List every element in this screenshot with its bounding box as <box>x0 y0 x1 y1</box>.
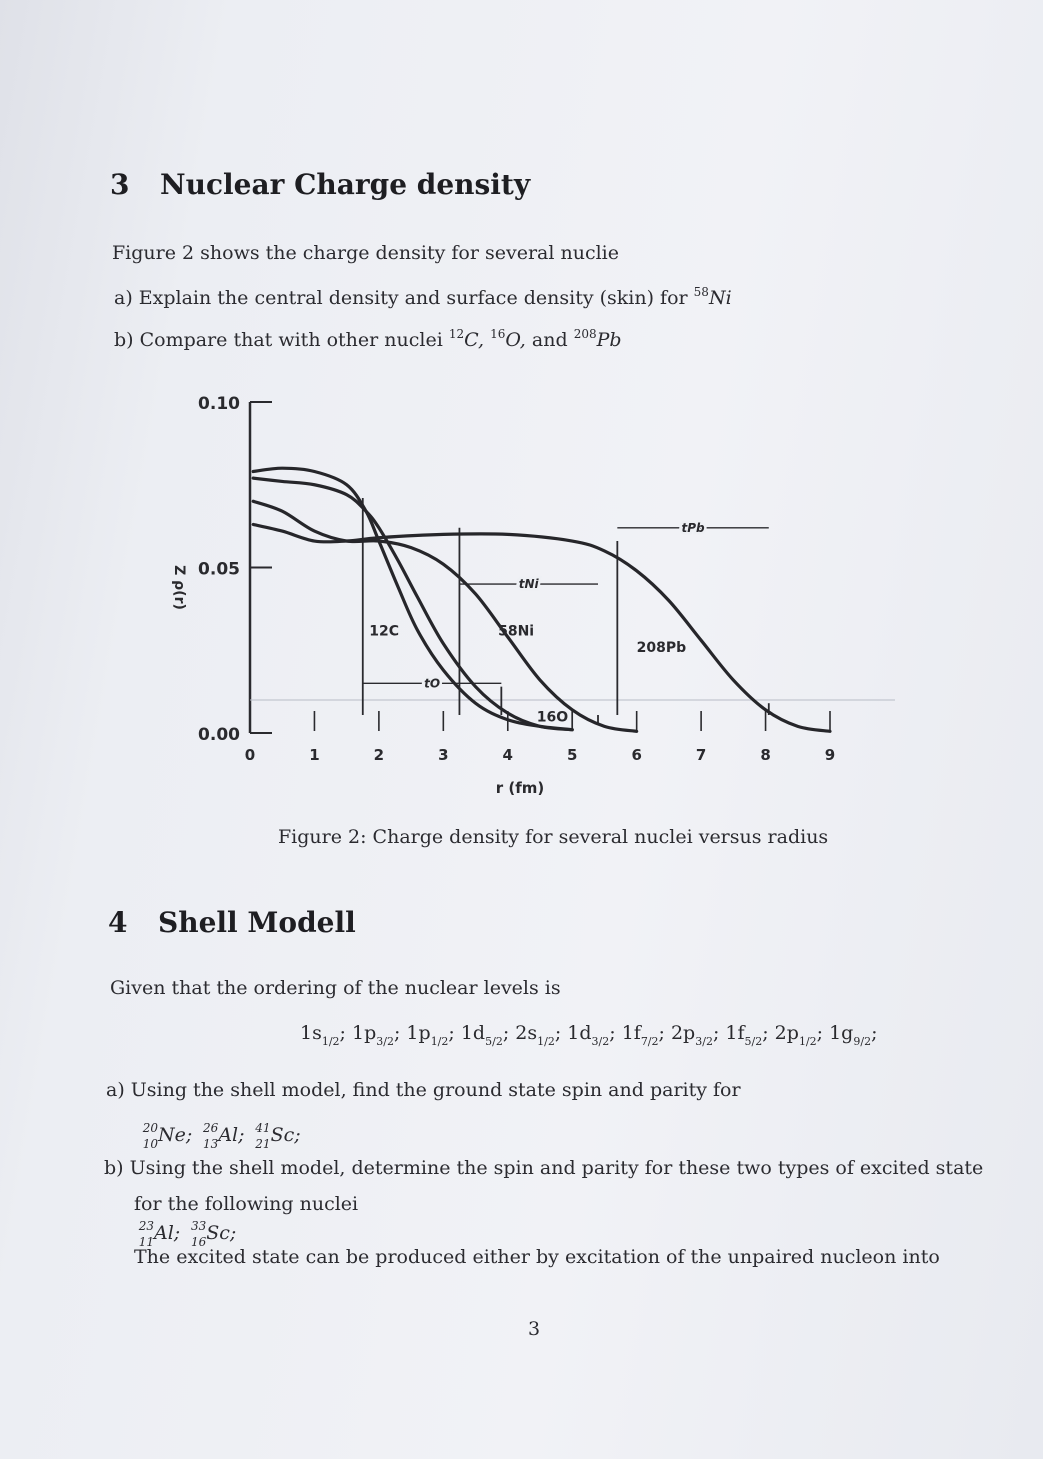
x-tick-label: 3 <box>438 746 449 764</box>
x-tick-label: 5 <box>567 746 578 764</box>
nuclear-level: 1g9/2; <box>829 1022 878 1048</box>
y-tick-label: 0.00 <box>198 725 240 745</box>
element-symbol: Al; <box>218 1124 251 1146</box>
nuclear-level: 1s1/2; <box>300 1022 352 1048</box>
element-symbol: Al; <box>154 1222 187 1244</box>
question-4a-nuclei <box>138 1121 301 1151</box>
mass-number: 12 <box>448 327 465 341</box>
y-tick-label: 0.10 <box>198 394 240 414</box>
x-tick-label: 1 <box>309 746 320 764</box>
skin-ni-label: tNi <box>518 577 539 592</box>
level-j: 1/2 <box>798 1035 817 1048</box>
mass-number: 33 <box>190 1219 207 1233</box>
x-axis-label: r (fm) <box>495 779 545 797</box>
chart-axes <box>250 402 895 733</box>
nuclear-level: 1d5/2; <box>460 1022 516 1048</box>
level-name: 1f <box>725 1022 745 1044</box>
x-tick-label: 0 <box>244 746 256 764</box>
chart-curves <box>253 468 830 731</box>
question-4b-line1: b) Using the shell model, determine the spin and parity for these two types of excited state <box>104 1157 984 1179</box>
level-j: 3/2 <box>376 1035 394 1048</box>
page-number: 3 <box>528 1318 541 1340</box>
x-tick-label: 9 <box>824 746 836 764</box>
level-j: 3/2 <box>695 1035 713 1048</box>
mass-number: 41 <box>255 1121 271 1135</box>
isotope <box>198 1121 251 1151</box>
x-tick-label: 2 <box>373 746 385 764</box>
mass-number: 58 <box>693 285 709 299</box>
question-3b-text: b) Compare that with other nuclei <box>114 329 443 351</box>
isotope <box>138 1121 199 1151</box>
nuclear-level: 2s1/2; <box>515 1022 568 1048</box>
figure-caption: Figure 2: Charge density for several nuclei versus radius <box>278 826 829 848</box>
skin-o-label: tO <box>424 676 441 691</box>
level-j: 1/2 <box>321 1035 340 1048</box>
x-tick-label: 6 <box>631 746 642 764</box>
question-4b-line3: The excited state can be produced either by excitation of the unpaired nucleon into <box>134 1246 940 1268</box>
atomic-number: 21 <box>255 1137 271 1151</box>
label-16o: 16O <box>536 709 569 726</box>
nuclear-level: 2p1/2; <box>774 1022 830 1048</box>
section-3-intro: Figure 2 shows the charge density for several nuclie <box>112 242 620 264</box>
level-j: 5/2 <box>744 1035 763 1048</box>
level-name: 2p <box>670 1022 696 1044</box>
level-j: 5/2 <box>485 1035 503 1048</box>
element-symbol: Sc; <box>206 1222 237 1244</box>
element-symbol: Pb <box>596 329 622 351</box>
level-name: 1g <box>829 1022 854 1044</box>
isotope <box>134 1219 187 1249</box>
nuclear-level: 1p1/2; <box>406 1022 461 1048</box>
atomic-number: 10 <box>142 1137 158 1151</box>
section-title: Nuclear Charge density <box>160 168 531 201</box>
level-j: 1/2 <box>537 1035 555 1048</box>
element-symbol: Ne; <box>158 1124 199 1146</box>
level-name: 2s <box>515 1022 538 1044</box>
nuclear-level: 1f5/2; <box>725 1022 775 1048</box>
atomic-number: 13 <box>203 1137 219 1151</box>
question-4a: a) Using the shell model, find the ground state spin and parity for <box>106 1079 741 1101</box>
section-number: 3 <box>110 168 130 201</box>
nuclear-level: 1d3/2; <box>567 1022 622 1048</box>
mass-number: 208 <box>573 327 597 341</box>
isotope <box>186 1219 237 1249</box>
mass-number: 23 <box>138 1219 154 1233</box>
chart-labels <box>171 394 835 797</box>
question-4b-nuclei <box>134 1219 237 1249</box>
level-j: 3/2 <box>591 1035 610 1048</box>
nuclear-level: 1f7/2; <box>621 1022 671 1048</box>
curve-16o <box>253 478 572 730</box>
level-name: 1p <box>406 1022 431 1044</box>
level-j: 9/2 <box>853 1035 872 1048</box>
mass-number: 16 <box>490 327 506 341</box>
y-axis-label: Z ρ(r) <box>171 565 187 610</box>
nuclear-levels-list <box>300 1022 877 1047</box>
y-tick-label: 0.05 <box>198 559 240 580</box>
section-4-heading <box>108 906 356 939</box>
element-symbol: Sc; <box>270 1124 301 1146</box>
label-58ni: 58Ni <box>498 623 535 640</box>
level-name: 1p <box>352 1022 377 1044</box>
level-name: 1f <box>621 1022 641 1044</box>
nuclear-level: 2p3/2; <box>670 1022 726 1048</box>
element-symbol: Ni <box>708 287 732 309</box>
element-symbol: C, <box>464 329 485 351</box>
x-tick-label: 4 <box>502 746 513 764</box>
atomic-number: 11 <box>138 1235 154 1249</box>
level-name: 1d <box>460 1022 486 1044</box>
element-symbol: O, <box>505 329 526 351</box>
question-4b-line2: for the following nuclei <box>134 1193 359 1215</box>
section-number: 4 <box>108 906 128 939</box>
label-208pb: 208Pb <box>636 639 687 656</box>
mass-number: 20 <box>142 1121 158 1135</box>
level-j: 1/2 <box>430 1035 449 1048</box>
question-3a-text: a) Explain the central density and surface density (skin) for <box>114 287 688 309</box>
curve-12c <box>253 468 572 729</box>
conjunction: and <box>531 329 568 351</box>
x-tick-label: 7 <box>695 746 707 764</box>
level-j: 7/2 <box>640 1035 659 1048</box>
section-title: Shell Modell <box>158 906 356 939</box>
atomic-number: 16 <box>190 1235 207 1249</box>
isotope <box>251 1121 301 1151</box>
level-name: 1d <box>567 1022 592 1044</box>
section-4-intro: Given that the ordering of the nuclear levels is <box>110 977 561 999</box>
x-tick-label: 8 <box>760 746 771 764</box>
skin-pb-label: tPb <box>681 520 705 535</box>
level-name: 2p <box>774 1022 799 1044</box>
label-12c: 12C <box>369 623 399 640</box>
mass-number: 26 <box>203 1121 219 1135</box>
nuclear-level: 1p3/2; <box>352 1022 407 1048</box>
level-name: 1s <box>300 1022 322 1044</box>
